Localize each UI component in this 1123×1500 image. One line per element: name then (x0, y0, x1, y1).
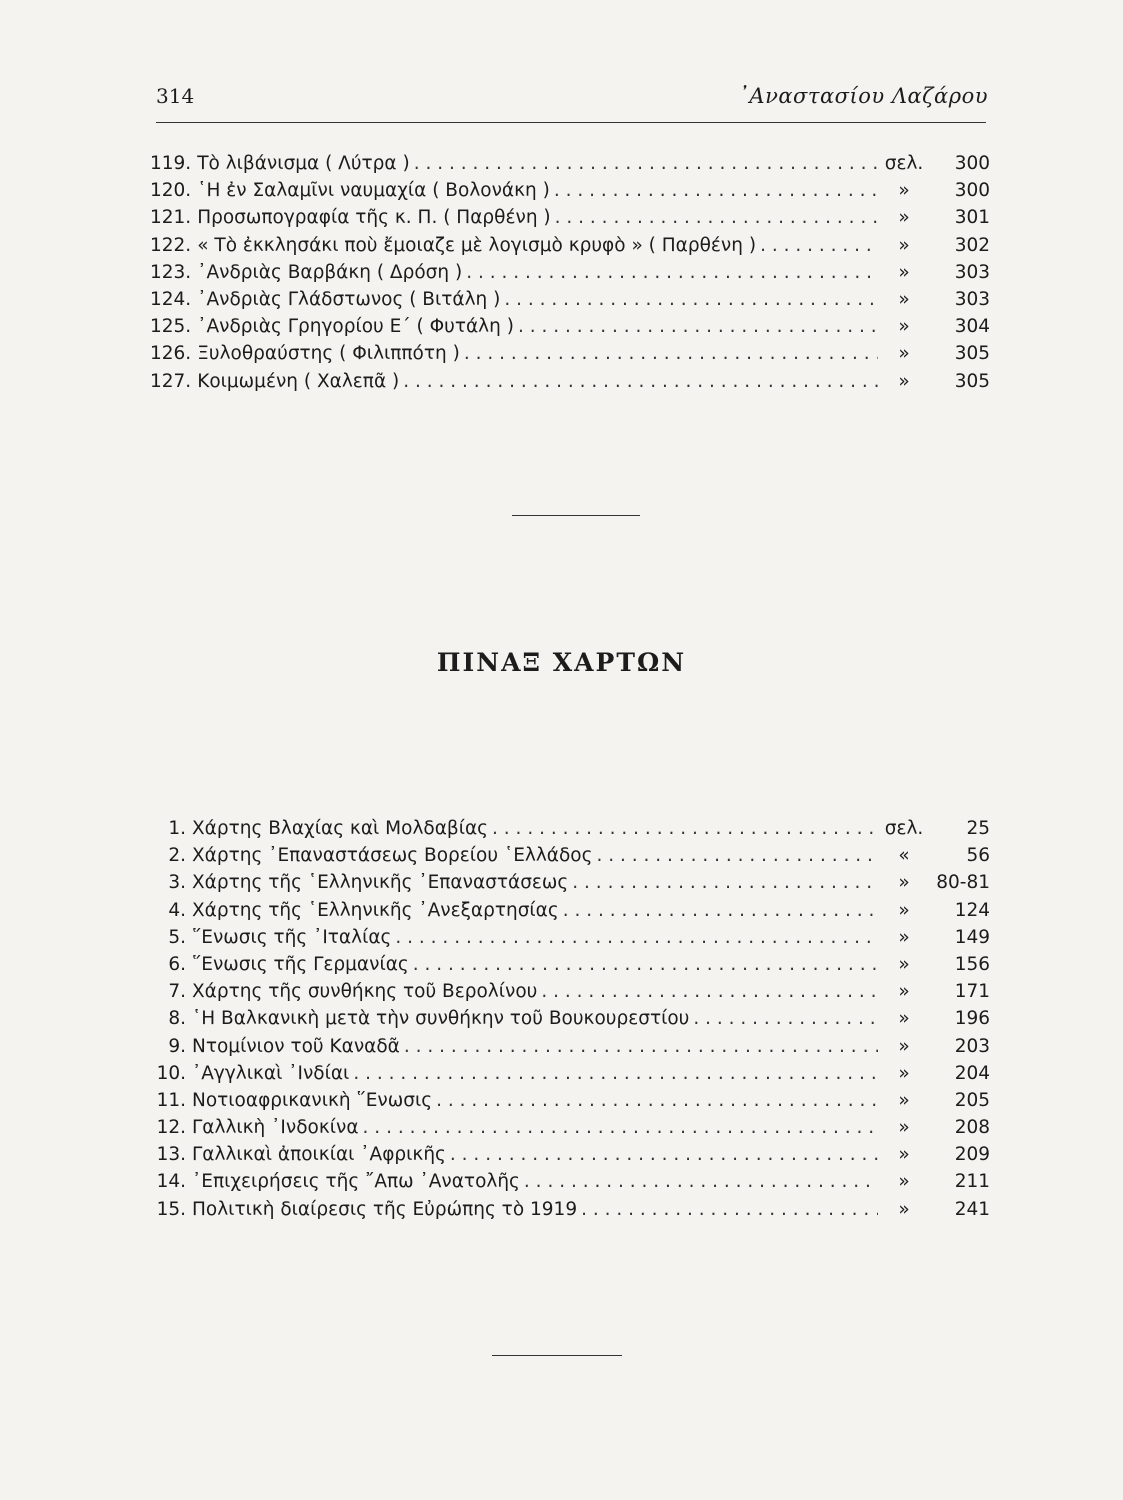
list-item (150, 340, 990, 367)
entry-reference: » (898, 261, 910, 283)
entry-page: 205 (954, 1089, 990, 1111)
dot-leader (492, 815, 878, 842)
entry-page: 241 (954, 1198, 990, 1220)
entry-title: Χάρτης Βλαχίας καὶ Μολδαβίας (192, 818, 489, 839)
list-item (150, 1114, 990, 1141)
entry-reference: » (898, 316, 910, 338)
entry-page: 303 (954, 261, 990, 283)
entry-title: ᾿Ανδριὰς Γλάδστωνος ( Βιτάλη ) (197, 288, 501, 310)
dot-leader (541, 978, 878, 1005)
entry-page: 171 (954, 981, 990, 1003)
maps-list (150, 815, 990, 1223)
dot-leader (403, 368, 878, 395)
entry-title: Νοτιοαφρικανικὴ ῞Ενωσις (192, 1089, 433, 1111)
entry-title: Χάρτης τῆς ῾Ελληνικῆς ᾿Επαναστάσεως (192, 872, 569, 894)
entry-page: 305 (954, 343, 990, 365)
entry-title: Χάρτης τῆς συνθήκης τοῦ Βερολίνου (192, 981, 538, 1003)
list-item (150, 150, 990, 177)
list-item (150, 232, 990, 259)
entry-number: 2. (168, 845, 186, 867)
entry-title: Προσωπογραφία τῆς κ. Π. ( Παρθένη ) (197, 207, 551, 229)
entry-number: 127. (150, 370, 192, 392)
section-divider (492, 1355, 622, 1356)
entry-title: Πολιτικὴ διαίρεσις τῆς Εὐρώπης τὸ 1919 (192, 1198, 578, 1220)
entry-reference: » (898, 953, 910, 975)
entry-title: ᾿Αγγλικαὶ ᾿Ινδίαι (192, 1062, 350, 1084)
page-header (156, 84, 988, 120)
entry-page: 209 (954, 1144, 990, 1166)
entry-title: ᾿Ανδριὰς Βαρβάκη ( Δρόση ) (197, 261, 463, 283)
list-item (150, 1168, 990, 1195)
entry-page: 211 (954, 1171, 990, 1193)
dot-leader (596, 842, 878, 869)
dot-leader (563, 897, 878, 924)
list-item (150, 978, 990, 1005)
section-heading: ΠΙΝΑΞ ΧΑΡΤΩΝ (436, 648, 687, 677)
entry-number: 8. (168, 1008, 186, 1030)
dot-leader (572, 869, 878, 896)
entry-reference: » (898, 926, 910, 948)
dot-leader (554, 177, 878, 204)
entry-reference: » (898, 207, 910, 229)
entry-reference: » (898, 1198, 910, 1220)
running-head: ᾿Αναστασίου Λαζάρου (738, 84, 988, 108)
entry-number: 122. (150, 234, 192, 256)
dot-leader (353, 1060, 878, 1087)
dot-leader (404, 1033, 878, 1060)
list-item (150, 259, 990, 286)
entry-page: 300 (954, 153, 990, 174)
list-item (150, 951, 990, 978)
list-item (150, 204, 990, 231)
entry-reference: σελ. (884, 153, 924, 174)
entry-number: 123. (150, 261, 192, 283)
list-item (150, 177, 990, 204)
entry-reference: » (898, 872, 910, 894)
entry-title: ᾿Επιχειρήσεις τῆς ῎Απω ᾿Ανατολῆς (192, 1171, 520, 1193)
page-number: 314 (156, 84, 195, 108)
entry-page: 204 (954, 1062, 990, 1084)
list-item (150, 842, 990, 869)
entry-number: 125. (150, 316, 192, 338)
entry-title: ᾿Ανδριὰς Γρηγορίου Ε΄ ( Φυτάλη ) (197, 316, 514, 338)
dot-leader (693, 1005, 878, 1032)
entry-page: 149 (954, 926, 990, 948)
entry-number: 126. (150, 343, 192, 365)
dot-leader (518, 313, 878, 340)
entry-title: Γαλλικαὶ ἀποικίαι ᾿Αφρικῆς (192, 1144, 446, 1166)
entry-title: ῞Ενωσις τῆς ᾿Ιταλίας (192, 926, 392, 948)
header-rule (156, 122, 986, 123)
entry-page: 196 (954, 1008, 990, 1030)
entry-reference: » (898, 180, 910, 202)
entry-title: Χάρτης ᾿Επαναστάσεως Βορείου ῾Ελλάδος (192, 845, 593, 867)
entry-page: 304 (954, 316, 990, 338)
entry-title: ῞Ενωσις τῆς Γερμανίας (192, 953, 409, 975)
entry-number: 7. (168, 981, 186, 1003)
entry-number: 3. (168, 872, 186, 894)
entry-number: 14. (156, 1171, 186, 1193)
entry-reference: » (898, 1008, 910, 1030)
list-item (150, 897, 990, 924)
entry-number: 119. (150, 153, 192, 174)
list-item (150, 1087, 990, 1114)
entry-reference: » (898, 234, 910, 256)
entry-page: 56 (966, 845, 990, 867)
entry-number: 9. (168, 1035, 186, 1057)
entry-reference: « (898, 845, 910, 867)
entry-reference: » (898, 981, 910, 1003)
entry-title: Τὸ λιβάνισμα ( Λύτρα ) (197, 153, 410, 174)
dot-leader (436, 1087, 878, 1114)
entry-reference: » (898, 1089, 910, 1111)
entry-reference: σελ. (884, 818, 924, 839)
list-item (150, 1005, 990, 1032)
entry-page: 203 (954, 1035, 990, 1057)
entry-page: 302 (954, 234, 990, 256)
entry-page: 156 (954, 953, 990, 975)
entry-number: 120. (150, 180, 192, 202)
entry-reference: » (898, 1144, 910, 1166)
entry-title: Κοιμωμένη ( Χαλεπᾶ ) (197, 370, 400, 392)
dot-leader (466, 259, 878, 286)
dot-leader (760, 232, 878, 259)
entry-title: ῾Η ἐν Σαλαμῖνι ναυμαχία ( Βολονάκη ) (197, 180, 550, 202)
entry-reference: » (898, 343, 910, 365)
entry-number: 1. (168, 818, 186, 839)
entry-reference: » (898, 1117, 910, 1139)
entry-page: 303 (954, 288, 990, 310)
entry-reference: » (898, 1171, 910, 1193)
entry-reference: » (898, 1035, 910, 1057)
list-item (150, 815, 990, 842)
entry-page: 25 (966, 818, 990, 839)
list-item (150, 1033, 990, 1060)
entry-number: 10. (156, 1062, 186, 1084)
dot-leader (450, 1141, 878, 1168)
list-item (150, 286, 990, 313)
entry-number: 4. (168, 899, 186, 921)
entry-number: 5. (168, 926, 186, 948)
entry-title: Ντομίνιον τοῦ Καναδᾶ (192, 1035, 400, 1057)
entry-page: 80-81 (936, 872, 990, 894)
entry-number: 12. (156, 1117, 186, 1139)
list-item (150, 1060, 990, 1087)
dot-leader (524, 1168, 878, 1195)
entry-page: 305 (954, 370, 990, 392)
dot-leader (464, 340, 878, 367)
dot-leader (363, 1114, 878, 1141)
dot-leader (413, 951, 878, 978)
entry-page: 124 (954, 899, 990, 921)
entry-title: Γαλλικὴ ᾿Ινδοκίνα (192, 1117, 359, 1139)
dot-leader (555, 204, 878, 231)
entry-reference: » (898, 899, 910, 921)
entry-page: 301 (954, 207, 990, 229)
entry-title: Ξυλοθραύστης ( Φιλιππότη ) (197, 343, 460, 365)
entry-number: 124. (150, 288, 192, 310)
illustrations-list (150, 150, 990, 395)
list-item (150, 1141, 990, 1168)
list-item (150, 1196, 990, 1223)
entry-title: ῾Η Βαλκανικὴ μετὰ τὴν συνθήκην τοῦ Βουκουρεστίου (192, 1008, 690, 1030)
entry-page: 208 (954, 1117, 990, 1139)
dot-leader (504, 286, 878, 313)
dot-leader (414, 150, 878, 177)
entry-number: 15. (156, 1198, 186, 1220)
entry-page: 300 (954, 180, 990, 202)
entry-title: Χάρτης τῆς ῾Ελληνικῆς ᾿Ανεξαρτησίας (192, 899, 559, 921)
list-item (150, 869, 990, 896)
entry-title: « Τὸ ἐκκλησάκι ποὺ ἔμοιαζε μὲ λογισμὸ κρυφὸ » ( Παρθένη ) (197, 234, 757, 256)
list-item (150, 368, 990, 395)
section-divider (512, 515, 640, 516)
entry-reference: » (898, 288, 910, 310)
dot-leader (581, 1196, 878, 1223)
entry-reference: » (898, 1062, 910, 1084)
dot-leader (395, 924, 878, 951)
list-item (150, 313, 990, 340)
entry-number: 13. (156, 1144, 186, 1166)
entry-number: 121. (150, 207, 192, 229)
entry-reference: » (898, 370, 910, 392)
list-item (150, 924, 990, 951)
entry-number: 6. (168, 953, 186, 975)
entry-number: 11. (156, 1089, 186, 1111)
